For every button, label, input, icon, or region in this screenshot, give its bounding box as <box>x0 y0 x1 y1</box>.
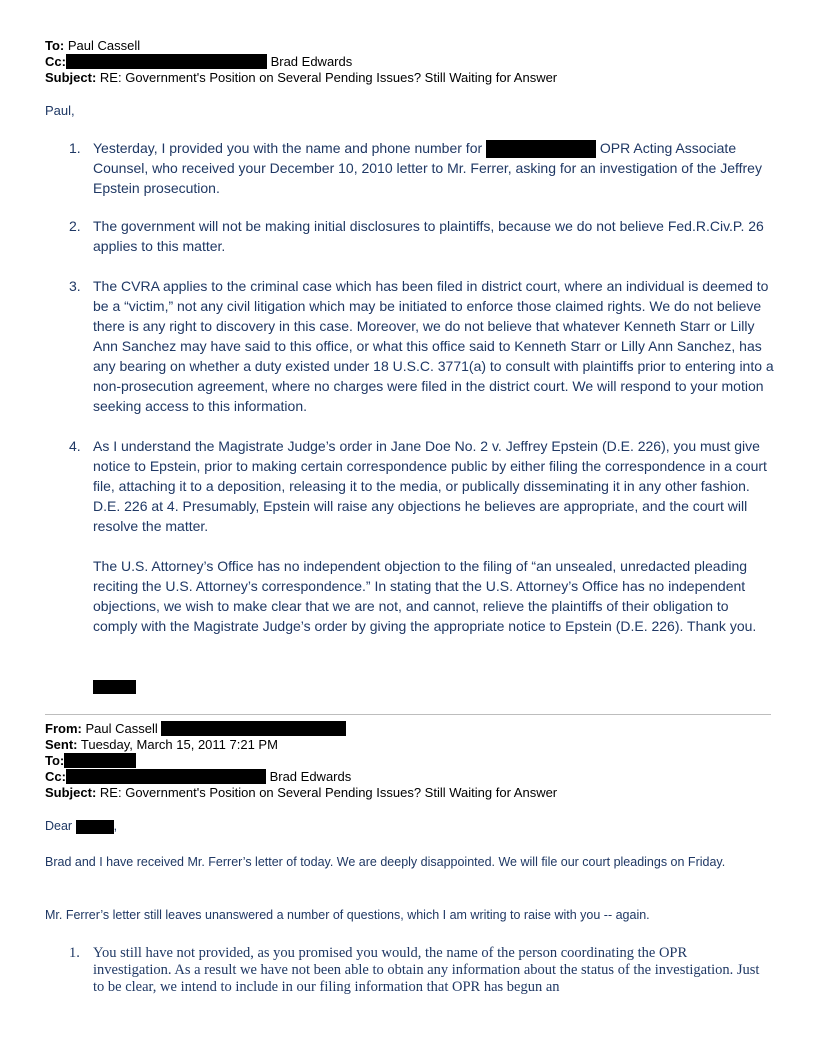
redaction-box <box>64 753 136 768</box>
header-subject-line-2 <box>45 785 557 800</box>
signature-redaction <box>93 680 136 694</box>
redaction-box <box>76 820 114 834</box>
reply-item-4 <box>45 436 775 536</box>
reply-item-1 <box>45 138 775 198</box>
item-text: Yesterday, I provided you with the name and phone number for <box>93 140 483 156</box>
message-divider <box>45 714 771 715</box>
cc-value: Brad Edwards <box>269 769 352 784</box>
to-label: To: <box>45 38 65 53</box>
header-sent-line <box>45 737 278 752</box>
item-number: 3. <box>69 278 81 294</box>
greeting-tail: , <box>113 819 118 833</box>
greeting-text: Dear <box>45 819 73 833</box>
header-to-line <box>45 38 140 53</box>
reply-greeting: Paul, <box>45 103 75 118</box>
to-label: To: <box>45 753 65 768</box>
to-value: Paul Cassell <box>67 38 141 53</box>
subject-value: RE: Government's Position on Several Pending Issues? Still Waiting for Answer <box>99 785 558 800</box>
original-greeting <box>45 818 775 835</box>
sent-value: Tuesday, March 15, 2011 7:21 PM <box>80 737 278 752</box>
item-text: The CVRA applies to the criminal case which has been filed in district court, where an individual is deemed to be a “victim,” not any civil litigation which may be initiated to enforce those claimed rights. We do not believe there is any right to discovery in this case. Moreover, we do not believe that whatever Kenneth Starr or Lilly Ann Sanchez may have said to this office, or what this office said to Kenneth Starr or Lilly Ann Sanchez, has any bearing on whether a duty existed under 18 U.S.C. 3771(a) to consult with plaintiffs prior to entering into a non-prosecution agreement, where no charges were filed in the district court. We will respond to your motion seeking access to this information. <box>93 278 774 414</box>
original-item-1 <box>45 945 765 996</box>
cc-label: Cc: <box>45 54 66 69</box>
item-number: 1. <box>69 140 81 156</box>
redaction-box <box>161 721 346 736</box>
item-text: Counsel, who received your December 10, 2010 letter to Mr. Ferrer, asking for an investigation of the Jeffrey Epstein prosecution. <box>93 160 762 197</box>
reply-item-2 <box>45 216 775 256</box>
item-text: As I understand the Magistrate Judge’s order in Jane Doe No. 2 v. Jeffrey Epstein (D.E. 226), you must give notice to Epstein, prior to making certain correspondence public by either filing the correspondence in a court file, attaching it to a deposition, releasing it to the media, or publically disseminating it in any other fashion. D.E. 226 at 4. Presumably, Epstein will raise any objections he believes are appropriate, and the court will resolve the matter. <box>93 438 767 534</box>
subject-label: Subject: <box>45 70 97 85</box>
item-number: 2. <box>69 218 81 234</box>
item-number: 4. <box>69 438 81 454</box>
from-label: From: <box>45 721 82 736</box>
header-cc-line <box>45 54 352 69</box>
followup-text: The U.S. Attorney’s Office has no independent objection to the filing of “an unsealed, unredacted pleading reciting the U.S. Attorney’s correspondence.” In stating that the U.S. Attorney’s Office has no independent objections, we wish to make clear that we are not, and cannot, relieve the plaintiffs of their obligation to comply with the Magistrate Judge’s order by giving the appropriate notice to Epstein (D.E. 226). Thank you. <box>93 558 757 634</box>
redaction-box <box>486 140 596 158</box>
reply-followup-paragraph <box>45 556 775 636</box>
item-number: 1. <box>69 945 80 961</box>
from-value: Paul Cassell <box>85 721 158 736</box>
item-text: OPR Acting Associate <box>599 140 737 156</box>
cc-value: Brad Edwards <box>270 54 353 69</box>
item-text: The government will not be making initial disclosures to plaintiffs, because we do not believe Fed.R.Civ.P. 26 applies to this matter. <box>93 218 764 254</box>
reply-item-3 <box>45 276 775 416</box>
header-from-line <box>45 721 346 736</box>
header-subject-line <box>45 70 557 85</box>
subject-label: Subject: <box>45 785 97 800</box>
original-paragraph-1: Brad and I have received Mr. Ferrer’s letter of today. We are deeply disappointed. We will file our court pleadings on Friday. <box>45 855 726 869</box>
header-cc-line-2 <box>45 769 351 784</box>
redaction-box <box>66 54 267 69</box>
redaction-box <box>66 769 266 784</box>
header-to-line-2 <box>45 753 136 768</box>
original-paragraph-2: Mr. Ferrer’s letter still leaves unanswered a number of questions, which I am writing to raise with you -- again. <box>45 908 650 922</box>
subject-value: RE: Government's Position on Several Pending Issues? Still Waiting for Answer <box>99 70 558 85</box>
cc-label: Cc: <box>45 769 66 784</box>
sent-label: Sent: <box>45 737 78 752</box>
item-text: You still have not provided, as you promised you would, the name of the person coordinating the OPR investigation. As a result we have not been able to obtain any information about the status of the investigation. Just to be clear, we intend to include in our filing information that OPR has begun an <box>93 945 760 995</box>
